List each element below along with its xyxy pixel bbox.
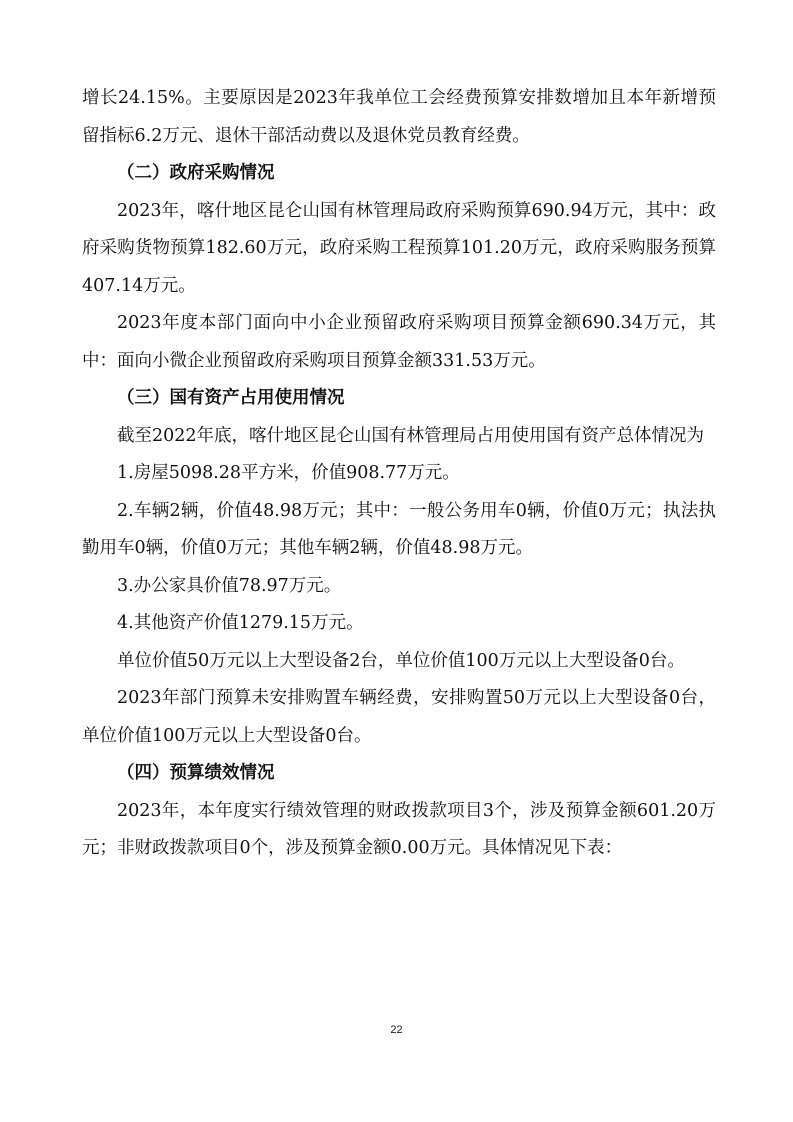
- page-number: 22: [390, 1024, 403, 1036]
- section-heading-performance: （四）预算绩效情况: [117, 763, 275, 783]
- paragraph-performance-projects: 2023年，本年度实行绩效管理的财政拨款项目3个，涉及预算金额601.20万元；非财政拨款项目0个，涉及预算金额0.00万元。具体情况见下表：: [82, 800, 716, 858]
- section-heading-state-assets: （三）国有资产占用使用情况: [117, 388, 345, 408]
- paragraph-assets-vehicles: 2.车辆2辆，价值48.98万元；其中：一般公务用车0辆，价值0万元；执法执勤用车0辆，价值0万元；其他车辆2辆，价值48.98万元。: [82, 500, 716, 558]
- paragraph-growth-reason: 增长24.15%。主要原因是2023年我单位工会经费预算安排数增加且本年新增预留指标6.2万元、退休干部活动费以及退休党员教育经费。: [82, 88, 716, 146]
- paragraph-large-equipment: 单位价值50万元以上大型设备2台，单位价值100万元以上大型设备0台。: [117, 650, 685, 671]
- document-body: [82, 80, 716, 868]
- paragraph-assets-other: 4.其他资产价值1279.15万元。: [117, 613, 364, 633]
- paragraph-procurement-budget: 2023年，喀什地区昆仑山国有林管理局政府采购预算690.94万元，其中：政府采购货物预算182.60万元，政府采购工程预算101.20万元，政府采购服务预算407.14万元。: [82, 200, 716, 296]
- paragraph-assets-furniture: 3.办公家具价值78.97万元。: [117, 575, 342, 596]
- paragraph-assets-intro: 截至2022年底，喀什地区昆仑山国有林管理局占用使用国有资产总体情况为: [117, 425, 705, 446]
- paragraph-purchase-plan: 2023年部门预算未安排购置车辆经费，安排购置50万元以上大型设备0台，单位价值100万元以上大型设备0台。: [82, 688, 716, 746]
- paragraph-sme-reserved: 2023年度本部门面向中小企业预留政府采购项目预算金额690.34万元，其中：面向小微企业预留政府采购项目预算金额331.53万元。: [82, 313, 716, 371]
- section-heading-procurement: （二）政府采购情况: [117, 163, 275, 183]
- paragraph-assets-housing: 1.房屋5098.28平方米，价值908.77万元。: [117, 463, 460, 483]
